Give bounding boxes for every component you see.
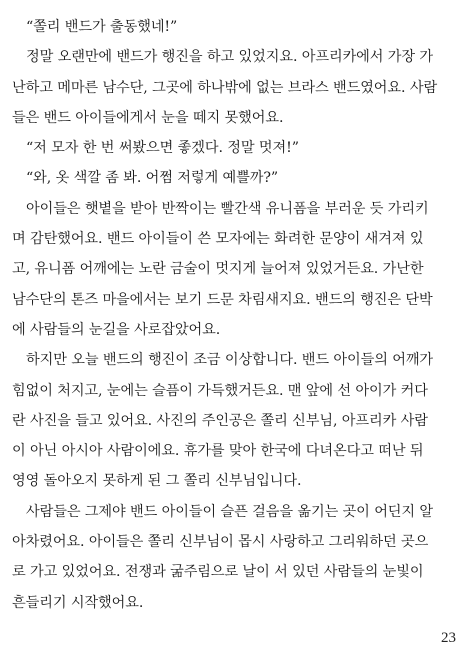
paragraph-line: 사람들은 그제야 밴드 아이들이 슬픈 걸음을 옮기는 곳이 어딘지 알: [26, 503, 434, 520]
paragraph-line: 아차렸어요. 아이들은 쫄리 신부님이 몹시 사랑하고 그리워하던 곳으: [12, 534, 429, 551]
paragraph-line: 하지만 오늘 밴드의 행진이 조금 이상합니다. 밴드 아이들의 어깨가: [26, 352, 434, 369]
paragraph-line: 로 가고 있었어요. 전쟁과 굶주림으로 날이 서 있던 사람들의 눈빛이: [12, 564, 424, 581]
paragraph-line: 난하고 메마른 남수단, 그곳에 하나밖에 없는 브라스 밴드였어요. 사람: [12, 79, 438, 96]
paragraph-line: 들은 밴드 아이들에게서 눈을 떼지 못했어요.: [12, 109, 284, 126]
paragraph-line: 힘없이 처지고, 눈에는 슬픔이 가득했거든요. 맨 앞에 선 아이가 커다: [12, 382, 428, 399]
paragraph-line: 이 아닌 아시아 사람이에요. 휴가를 맞아 한국에 다녀온다고 떠난 뒤: [12, 443, 424, 460]
dialogue-line: “와, 옷 색깔 좀 봐. 어쩜 저렇게 예쁠까?”: [26, 170, 278, 187]
body-text: [12, 12, 460, 618]
paragraph-line: 란 사진을 들고 있어요. 사진의 주인공은 쫄리 신부님, 아프리카 사람: [12, 412, 428, 429]
dialogue-line: “쫄리 밴드가 출동했네!”: [26, 19, 178, 35]
paragraph-line: 에 사람들의 눈길을 사로잡았어요.: [12, 321, 221, 338]
paragraph-line: 영영 돌아오지 못하게 된 그 쫄리 신부님입니다.: [12, 473, 302, 490]
page-number: 23: [441, 630, 456, 646]
paragraph-line: 남수단의 톤즈 마을에서는 보기 드문 차림새지요. 밴드의 행진은 단박: [12, 291, 433, 308]
paragraph-line: 아이들은 햇볕을 받아 반짝이는 빨간색 유니폼을 부러운 듯 가리키: [26, 200, 429, 217]
paragraph-line: 며 감탄했어요. 밴드 아이들이 쓴 모자에는 화려한 문양이 새겨져 있: [12, 231, 424, 248]
paragraph-line: 흔들리기 시작했어요.: [12, 594, 144, 611]
dialogue-line: “저 모자 한 번 써봤으면 좋겠다. 정말 멋져!”: [26, 140, 299, 157]
paragraph-line: 고, 유니폼 어깨에는 노란 금술이 멋지게 늘어져 있었거든요. 가난한: [12, 261, 424, 278]
paragraph-line: 정말 오랜만에 밴드가 행진을 하고 있었지요. 아프리카에서 가장 가: [26, 49, 434, 66]
